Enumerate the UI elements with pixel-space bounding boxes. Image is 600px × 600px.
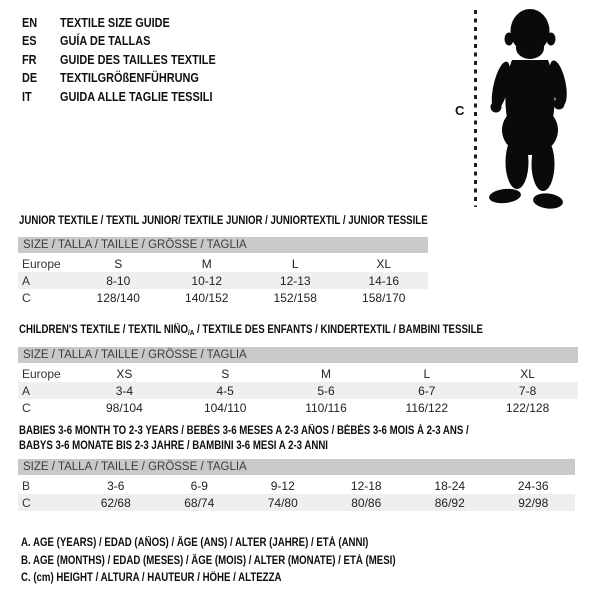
size-cell: 86/92 [408, 494, 492, 511]
size-cell: 74/80 [241, 494, 325, 511]
size-cell: 122/128 [505, 400, 550, 415]
language-label: GUIDA ALLE TAGLIE TESSILI [60, 88, 213, 104]
size-cell: 92/98 [492, 494, 576, 511]
table-row [18, 255, 428, 272]
table-row [18, 494, 575, 511]
language-label: GUÍA DE TALLAS [60, 33, 151, 49]
table-row [18, 382, 578, 399]
language-label: TEXTILE SIZE GUIDE [60, 14, 170, 30]
size-cell: 128/140 [96, 290, 140, 305]
row-label: B [22, 478, 31, 493]
size-cell: 7-8 [477, 382, 578, 399]
row-label: Europe [22, 366, 61, 381]
row-label: C [22, 290, 31, 305]
size-cell: 12-13 [251, 272, 340, 289]
section-title-children: CHILDREN'S TEXTILE / TEXTIL $NIÑO_{/A}$ / TEXTILE DES ENFANTS / KINDERTEXTIL / BAMBINI TESSILE [19, 324, 483, 337]
language-list [22, 13, 245, 106]
row-label: Europe [22, 256, 61, 271]
size-cell: 5-6 [276, 382, 377, 399]
nino-subscript: /A [188, 328, 195, 337]
size-cell: 3-6 [107, 478, 125, 493]
size-cell: 6-7 [376, 382, 477, 399]
language-code: DE [22, 70, 38, 86]
size-cell: 18-24 [434, 478, 466, 493]
size-header-bar: SIZE / TALLA / TAILLE / GRÖSSE / TAGLIA [18, 459, 575, 475]
size-cell: 140/152 [185, 290, 229, 305]
baby-silhouette-icon [484, 6, 576, 212]
size-header-bar: SIZE / TALLA / TAILLE / GRÖSSE / TAGLIA [18, 237, 428, 253]
size-cell: 24-36 [517, 478, 549, 493]
footnote-item-b: B. AGE (MONTHS) / EDAD (MESES) / ÂGE (MOIS) / ALTER (MONATE) / ETÀ (MESI) [21, 554, 396, 567]
language-code: FR [22, 51, 37, 67]
language-row-es [22, 32, 245, 51]
language-code: IT [22, 88, 32, 104]
size-cell: L [423, 366, 431, 381]
footnote-item-a: A. AGE (YEARS) / EDAD (AÑOS) / ÂGE (ANS) / ALTER (JAHRE) / ETÀ (ANNI) [21, 537, 369, 549]
size-cell: 12-18 [350, 478, 382, 493]
height-measure-label: C [455, 103, 465, 118]
size-cell: 9-12 [270, 478, 295, 493]
size-cell: 6-9 [190, 478, 208, 493]
footnote-item-c: C. (cm) HEIGHT / ALTURA / HAUTEUR / HÖHE / ALTEZZA [21, 572, 282, 584]
size-table-children [18, 347, 578, 416]
size-table-babies [18, 459, 575, 511]
size-cell: S [221, 366, 230, 381]
language-row-en [22, 13, 245, 32]
size-cell: 8-10 [74, 272, 163, 289]
row-label: A [18, 382, 74, 399]
size-cell: M [201, 256, 212, 271]
language-code: ES [22, 33, 37, 49]
table-row [18, 272, 428, 289]
height-dashed-line [474, 10, 477, 207]
size-cell: 98/104 [106, 400, 143, 415]
size-cell: 4-5 [175, 382, 276, 399]
size-cell: 104/110 [203, 400, 247, 415]
language-row-fr [22, 50, 245, 69]
size-cell: 62/68 [74, 494, 158, 511]
size-cell: XL [520, 366, 535, 381]
size-cell: L [291, 256, 299, 271]
table-row [18, 365, 578, 382]
size-table-junior [18, 237, 428, 306]
row-label: A [18, 272, 74, 289]
table-row [18, 289, 428, 306]
size-cell: S [114, 256, 123, 271]
size-cell: 116/122 [405, 400, 449, 415]
table-row [18, 399, 578, 416]
size-header-bar: SIZE / TALLA / TAILLE / GRÖSSE / TAGLIA [18, 347, 578, 363]
size-cell: 3-4 [74, 382, 175, 399]
size-cell: 10-12 [163, 272, 252, 289]
language-row-it [22, 87, 245, 106]
table-row [18, 477, 575, 494]
size-cell: 158/170 [362, 290, 406, 305]
language-row-de [22, 69, 245, 88]
size-cell: 80/86 [325, 494, 409, 511]
size-cell: 68/74 [158, 494, 242, 511]
footnote-list [21, 537, 467, 590]
size-cell: 110/116 [305, 400, 347, 415]
size-cell: XS [116, 366, 133, 381]
size-cell: 14-16 [340, 272, 429, 289]
row-label: C [18, 494, 74, 511]
row-label: C [22, 400, 31, 415]
section-title-babies: BABIES 3-6 MONTH TO 2-3 YEARS / BEBÉS 3-6 MESES A 2-3 AÑOS / BÉBÉS 3-6 MOIS À 2-3 ANS / BABYS 3-6 MONATE BIS 2-3 JAHRE / BAMBINI 3-6 MESI A 2-3 ANNI [19, 425, 469, 452]
size-cell: 152/158 [273, 290, 317, 305]
language-code: EN [22, 14, 38, 30]
language-label: TEXTILGRÖßENFÜHRUNG [60, 70, 199, 86]
size-cell: XL [376, 256, 392, 271]
section-title-junior: JUNIOR TEXTILE / TEXTIL JUNIOR/ TEXTILE JUNIOR / JUNIORTEXTIL / JUNIOR TESSILE [19, 215, 428, 227]
size-cell: M [320, 366, 331, 381]
language-label: GUIDE DES TAILLES TEXTILE [60, 51, 216, 67]
